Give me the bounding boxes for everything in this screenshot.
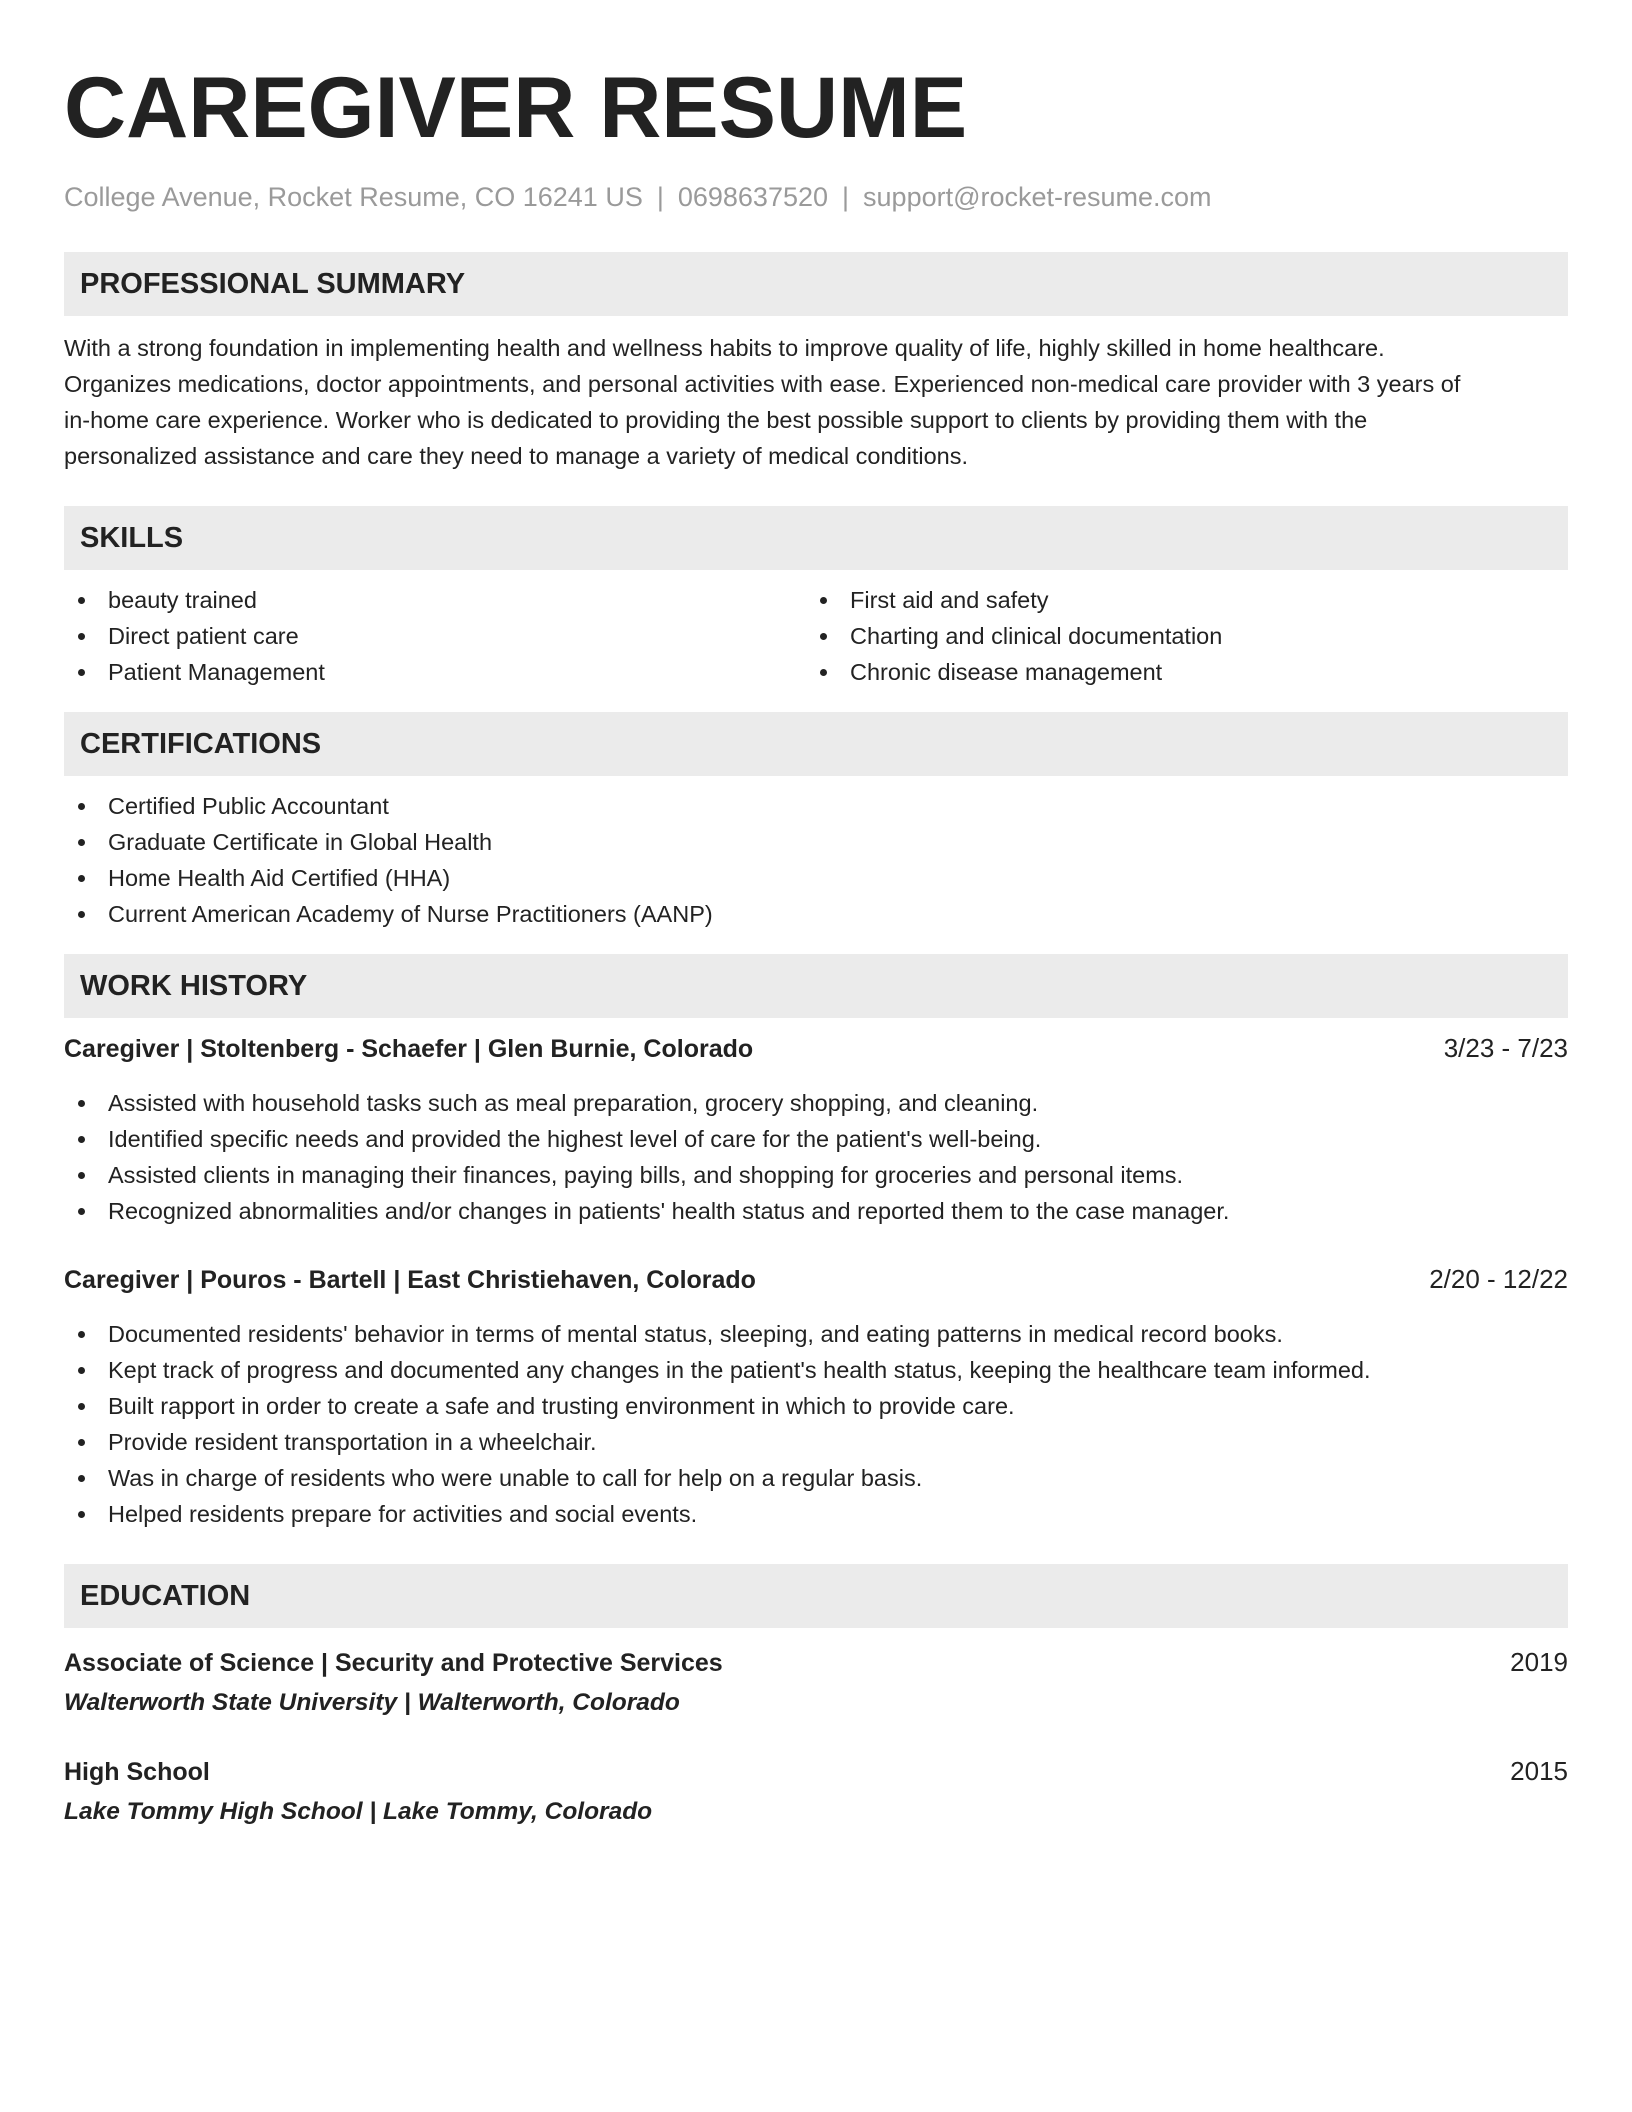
section-header-summary: PROFESSIONAL SUMMARY	[64, 252, 1568, 316]
certification-item: Home Health Aid Certified (HHA)	[64, 860, 1568, 896]
education-entry	[64, 1644, 1568, 1721]
job-bullets	[64, 1085, 1568, 1229]
skills-column-right	[806, 582, 1548, 690]
education-school: Lake Tommy High School | Lake Tommy, Colorado	[64, 1798, 653, 1825]
education-school: Walterworth State University | Walterworth, Colorado	[64, 1689, 680, 1716]
job-entry	[64, 1030, 1568, 1229]
job-bullets	[64, 1316, 1568, 1532]
education-year: 2015	[1510, 1756, 1568, 1786]
job-bullet: Was in charge of residents who were unable to call for help on a regular basis.	[64, 1460, 1568, 1496]
job-header	[64, 1030, 1568, 1067]
section-header-certifications: CERTIFICATIONS	[64, 712, 1568, 776]
job-entry	[64, 1261, 1568, 1532]
job-bullet: Documented residents' behavior in terms of mental status, sleeping, and eating patterns in medical record books.	[64, 1316, 1568, 1352]
section-header-education: EDUCATION	[64, 1564, 1568, 1628]
job-dates: 2/20 - 12/22	[1429, 1264, 1568, 1294]
summary-line: in-home care experience. Worker who is dedicated to providing the best possible support to clients by providing them with the	[64, 407, 1368, 433]
skill-item: Chronic disease management	[806, 654, 1548, 690]
certification-item: Current American Academy of Nurse Practitioners (AANP)	[64, 896, 1568, 932]
certification-item: Graduate Certificate in Global Health	[64, 824, 1568, 860]
skill-item: Direct patient care	[64, 618, 806, 654]
contact-separator: |	[656, 182, 664, 212]
job-bullet: Kept track of progress and documented any changes in the patient's health status, keeping the healthcare team informed.	[64, 1352, 1568, 1388]
job-header	[64, 1261, 1568, 1298]
contact-separator: |	[842, 182, 850, 212]
skill-item: beauty trained	[64, 582, 806, 618]
certifications-list	[64, 788, 1568, 932]
education-degree: Associate of Science | Security and Protective Services	[64, 1649, 723, 1677]
summary-line: personalized assistance and care they need to manage a variety of medical conditions.	[64, 443, 968, 469]
education-year: 2019	[1510, 1647, 1568, 1677]
job-bullet: Identified specific needs and provided the highest level of care for the patient's well-being.	[64, 1121, 1568, 1157]
job-bullet: Recognized abnormalities and/or changes in patients' health status and reported them to the case manager.	[64, 1193, 1568, 1229]
education-degree: High School	[64, 1758, 210, 1786]
summary-line: Organizes medications, doctor appointments, and personal activities with ease. Experienced non-medical care provider with 3 years of	[64, 371, 1461, 397]
summary-paragraph	[64, 330, 1568, 474]
section-header-work-history: WORK HISTORY	[64, 954, 1568, 1018]
job-dates: 3/23 - 7/23	[1443, 1033, 1568, 1063]
skills-list	[64, 582, 1568, 690]
job-bullet: Assisted clients in managing their finances, paying bills, and shopping for groceries and personal items.	[64, 1157, 1568, 1193]
education-header	[64, 1753, 1568, 1790]
summary-line: With a strong foundation in implementing health and wellness habits to improve quality of life, highly skilled in home healthcare.	[64, 335, 1385, 361]
contact-phone: 0698637520	[677, 182, 829, 212]
job-title: Caregiver | Pouros - Bartell | East Christiehaven, Colorado	[64, 1266, 756, 1294]
job-bullet: Provide resident transportation in a wheelchair.	[64, 1424, 1568, 1460]
skill-item: Patient Management	[64, 654, 806, 690]
job-title: Caregiver | Stoltenberg - Schaefer | Glen Burnie, Colorado	[64, 1035, 754, 1063]
job-bullet: Assisted with household tasks such as meal preparation, grocery shopping, and cleaning.	[64, 1085, 1568, 1121]
certification-item: Certified Public Accountant	[64, 788, 1568, 824]
contact-email: support@rocket-resume.com	[863, 182, 1212, 212]
contact-address: College Avenue, Rocket Resume, CO 16241 US	[64, 182, 643, 212]
job-bullet: Built rapport in order to create a safe and trusting environment in which to provide care.	[64, 1388, 1568, 1424]
resume-page	[64, 0, 1568, 1830]
skill-item: First aid and safety	[806, 582, 1548, 618]
education-header	[64, 1644, 1568, 1681]
job-bullet: Helped residents prepare for activities and social events.	[64, 1496, 1568, 1532]
skills-column-left	[64, 582, 806, 690]
contact-line	[64, 180, 1568, 214]
section-header-skills: SKILLS	[64, 506, 1568, 570]
education-entry	[64, 1753, 1568, 1830]
resume-title: CAREGIVER RESUME	[64, 60, 968, 156]
skill-item: Charting and clinical documentation	[806, 618, 1548, 654]
